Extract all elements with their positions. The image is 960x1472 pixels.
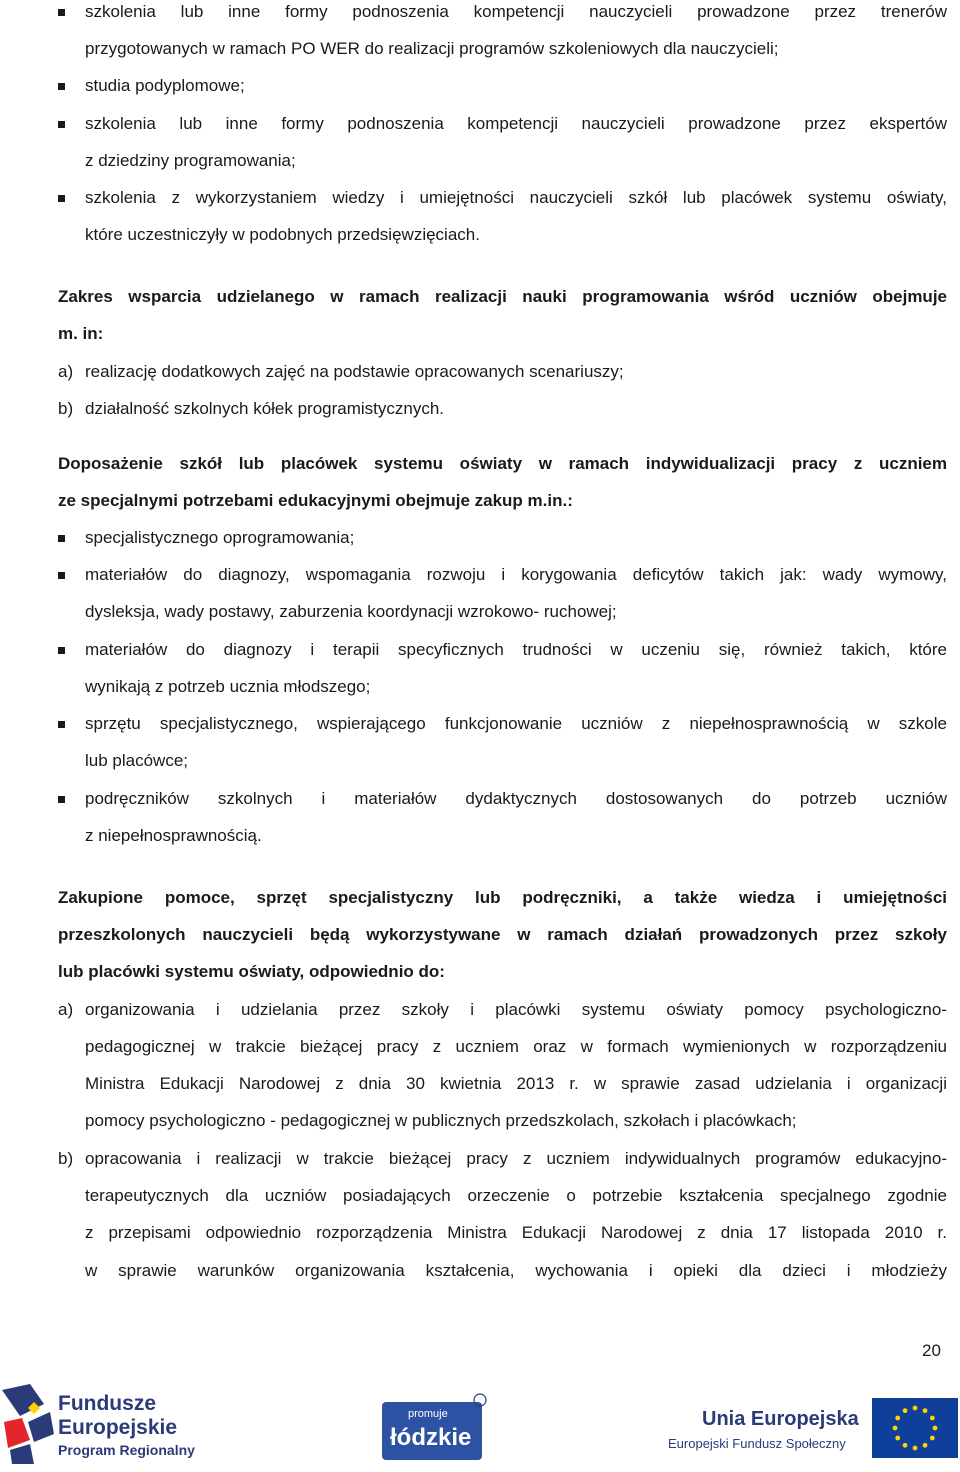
list-label: b) xyxy=(58,399,74,418)
promuje-lodzkie-logo xyxy=(380,1392,490,1462)
list-item-line: realizację dodatkowych zajęć na podstawie opracowanych scenariuszy; xyxy=(85,362,624,381)
fundusze-europejskie-logo xyxy=(0,1382,200,1466)
list-bullet xyxy=(58,535,65,542)
section-heading: Doposażenie szkół lub placówek systemu oświaty w ramach indywidualizacji pracy z uczniem xyxy=(58,454,947,473)
lodzkie-line1: promuje xyxy=(408,1408,448,1420)
list-bullet xyxy=(58,9,65,16)
list-item-line: przygotowanych w ramach PO WER do realizacji programów szkoleniowych dla nauczycieli; xyxy=(85,39,779,58)
list-bullet xyxy=(58,195,65,202)
list-item-line: opracowania i realizacji w trakcie bieżącej pracy z uczniem indywidualnych programów edukacyjno- xyxy=(85,1149,947,1168)
list-item-line: szkolenia z wykorzystaniem wiedzy i umiejętności nauczycieli szkół lub placówek systemu oświaty, xyxy=(85,188,947,207)
list-item-line: terapeutycznych dla uczniów posiadających orzeczenie o potrzebie kształcenia specjalnego zgodnie xyxy=(85,1186,947,1205)
list-item-line: pedagogicznej w trakcie bieżącej pracy z uczniem oraz w formach wymienionych w rozporządzeniu xyxy=(85,1037,947,1056)
list-item-line: w sprawie warunków organizowania kształcenia, wychowania i opieki dla dzieci i młodzieży xyxy=(85,1261,947,1280)
fe-stars-icon xyxy=(0,1382,56,1466)
list-item-line: dysleksja, wady postawy, zaburzenia koordynacji wzrokowo- ruchowej; xyxy=(85,602,617,621)
list-item-line: szkolenia lub inne formy podnoszenia kompetencji nauczycieli prowadzone przez ekspertów xyxy=(85,114,947,133)
list-item-line: specjalistycznego oprogramowania; xyxy=(85,528,355,547)
list-bullet xyxy=(58,721,65,728)
list-item-line: materiałów do diagnozy i terapii specyficznych trudności w uczeniu się, również takich, które xyxy=(85,640,947,659)
list-item-line: wynikają z potrzeb ucznia młodszego; xyxy=(85,677,371,696)
list-item-line: organizowania i udzielania przez szkoły i placówki systemu oświaty pomocy psychologiczno- xyxy=(85,1000,947,1019)
list-item-line: Ministra Edukacji Narodowej z dnia 30 kwietnia 2013 r. w sprawie zasad udzielania i organizacji xyxy=(85,1074,947,1093)
eu-flag-icon xyxy=(872,1398,958,1458)
list-bullet xyxy=(58,83,65,90)
ue-line2: Europejski Fundusz Społeczny xyxy=(668,1436,846,1451)
list-item-line: które uczestniczyły w podobnych przedsięwzięciach. xyxy=(85,225,480,244)
list-label: b) xyxy=(58,1149,74,1168)
list-item-line: z dziedziny programowania; xyxy=(85,151,296,170)
list-item-line: lub placówce; xyxy=(85,751,189,770)
unia-europejska-logo xyxy=(668,1398,958,1460)
list-item-line: sprzętu specjalistycznego, wspierającego funkcjonowanie uczniów z niepełnosprawnością w szkole xyxy=(85,714,947,733)
list-bullet xyxy=(58,572,65,579)
page-number: 20 xyxy=(922,1341,941,1360)
list-item-line: z niepełnosprawnością. xyxy=(85,826,262,845)
list-bullet xyxy=(58,121,65,128)
section-heading: Zakres wsparcia udzielanego w ramach realizacji nauki programowania wśród uczniów obejmuje xyxy=(58,287,947,306)
section-heading: Zakupione pomoce, sprzęt specjalistyczny lub podręczniki, a także wiedza i umiejętności xyxy=(58,888,947,907)
fe-line3: Program Regionalny xyxy=(58,1442,195,1458)
list-item-line: podręczników szkolnych i materiałów dydaktycznych dostosowanych do potrzeb uczniów xyxy=(85,789,947,808)
list-label: a) xyxy=(58,1000,74,1019)
list-bullet xyxy=(58,647,65,654)
list-item-line: z przepisami odpowiednio rozporządzenia Ministra Edukacji Narodowej z dnia 17 listopada 2010 r. xyxy=(85,1223,947,1242)
lodzkie-line2: łódzkie xyxy=(390,1424,472,1451)
list-item-line: szkolenia lub inne formy podnoszenia kompetencji nauczycieli prowadzone przez trenerów xyxy=(85,2,947,21)
list-label: a) xyxy=(58,362,74,381)
list-item-line: pomocy psychologiczno - pedagogicznej w publicznych przedszkolach, szkołach i placówkach; xyxy=(85,1111,797,1130)
ue-line1: Unia Europejska xyxy=(702,1408,859,1430)
list-bullet xyxy=(58,796,65,803)
section-heading: lub placówki systemu oświaty, odpowiednio do: xyxy=(58,962,445,981)
fe-line1: Fundusze xyxy=(58,1392,156,1415)
section-heading: ze specjalnymi potrzebami edukacyjnymi obejmuje zakup m.in.: xyxy=(58,491,573,510)
section-heading: przeszkolonych nauczycieli będą wykorzystywane w ramach działań prowadzonych przez szkoły xyxy=(58,925,947,944)
section-heading: m. in: xyxy=(58,324,104,343)
list-item-line: studia podyplomowe; xyxy=(85,76,245,95)
list-item-line: działalność szkolnych kółek programistycznych. xyxy=(85,399,445,418)
list-item-line: materiałów do diagnozy, wspomagania rozwoju i korygowania deficytów takich jak: wady wymowy, xyxy=(85,565,947,584)
fe-line2: Europejskie xyxy=(58,1416,178,1439)
